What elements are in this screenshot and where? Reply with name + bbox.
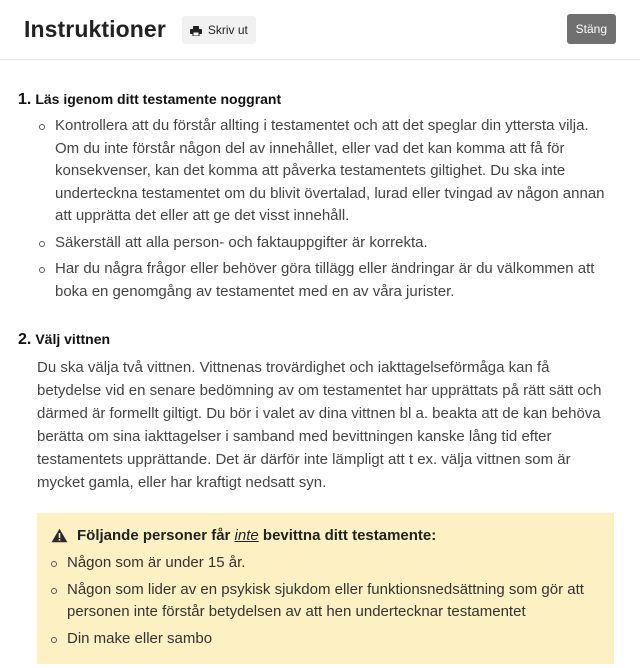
section-title: Läs igenom ditt testamente noggrant bbox=[35, 91, 282, 107]
list-item: Säkerställ att alla person- och faktauppgifter är korrekta. bbox=[37, 232, 616, 255]
instructions-content bbox=[0, 91, 640, 664]
list-item: Kontrollera att du förstår allting i testamentet och att det speglar din yttersta vilja. Om du inte förstår någon del av innehållet, eller vad det kan komma att få för konsekvenser, kan det komma att påverka testamentets giltighet. Du ska inte underteckna testamentet om du blivit övertalad, lurad eller tvingad av någon annan att upprätta det eller att ge det visst innehåll. bbox=[37, 115, 616, 228]
print-button-label: Skriv ut bbox=[207, 22, 248, 37]
list-item: Någon som lider av en psykisk sjukdom eller funktionsnedsättning som gör att personen inte förstår betydelsen av att hen undertecknar testamentet bbox=[51, 579, 600, 624]
warning-box bbox=[37, 513, 614, 664]
list-item: Din make eller sambo bbox=[51, 628, 600, 651]
close-button[interactable]: Stäng bbox=[567, 14, 616, 44]
section-number: 1. bbox=[18, 91, 32, 108]
section-2-paragraph: Du ska välja två vittnen. Vittnenas trovärdighet och iakttagelseförmåga kan få betydelse vid en senare bedömning av om testamentet har upprättats på rätt sätt och därmed är formellt giltigt. Du bör i valet av dina vittnen bl a. beakta att de kan behöva berätta om sina iakttagelser i samband med bevittningen kanske lång tid efter testamentets upprättande. Det är därför inte lämpligt att t ex. välja vittnen som är mycket gamla, eller har kraftigt nedsatt syn. bbox=[37, 359, 602, 491]
print-button[interactable] bbox=[182, 16, 256, 44]
section-heading-1 bbox=[18, 91, 616, 109]
section-number: 2. bbox=[18, 331, 32, 348]
warning-list bbox=[51, 552, 600, 650]
modal-header bbox=[0, 0, 640, 60]
section-1-list bbox=[18, 115, 616, 303]
section-title: Välj vittnen bbox=[35, 331, 111, 347]
warning-icon bbox=[51, 528, 68, 543]
page-title: Instruktioner bbox=[24, 16, 166, 42]
section-heading-2 bbox=[18, 331, 616, 349]
warning-heading bbox=[51, 527, 600, 544]
warning-heading-text-end: bevittna ditt testamente: bbox=[262, 527, 437, 544]
warning-heading-emphasis: inte bbox=[234, 527, 259, 544]
list-item: Har du några frågor eller behöver göra tillägg eller ändringar är du välkommen att boka en genomgång av testamentet med en av våra jurister. bbox=[37, 258, 616, 303]
warning-heading-text: Följande personer får bbox=[77, 527, 231, 544]
list-item: Någon som är under 15 år. bbox=[51, 552, 600, 575]
printer-icon bbox=[190, 25, 202, 35]
